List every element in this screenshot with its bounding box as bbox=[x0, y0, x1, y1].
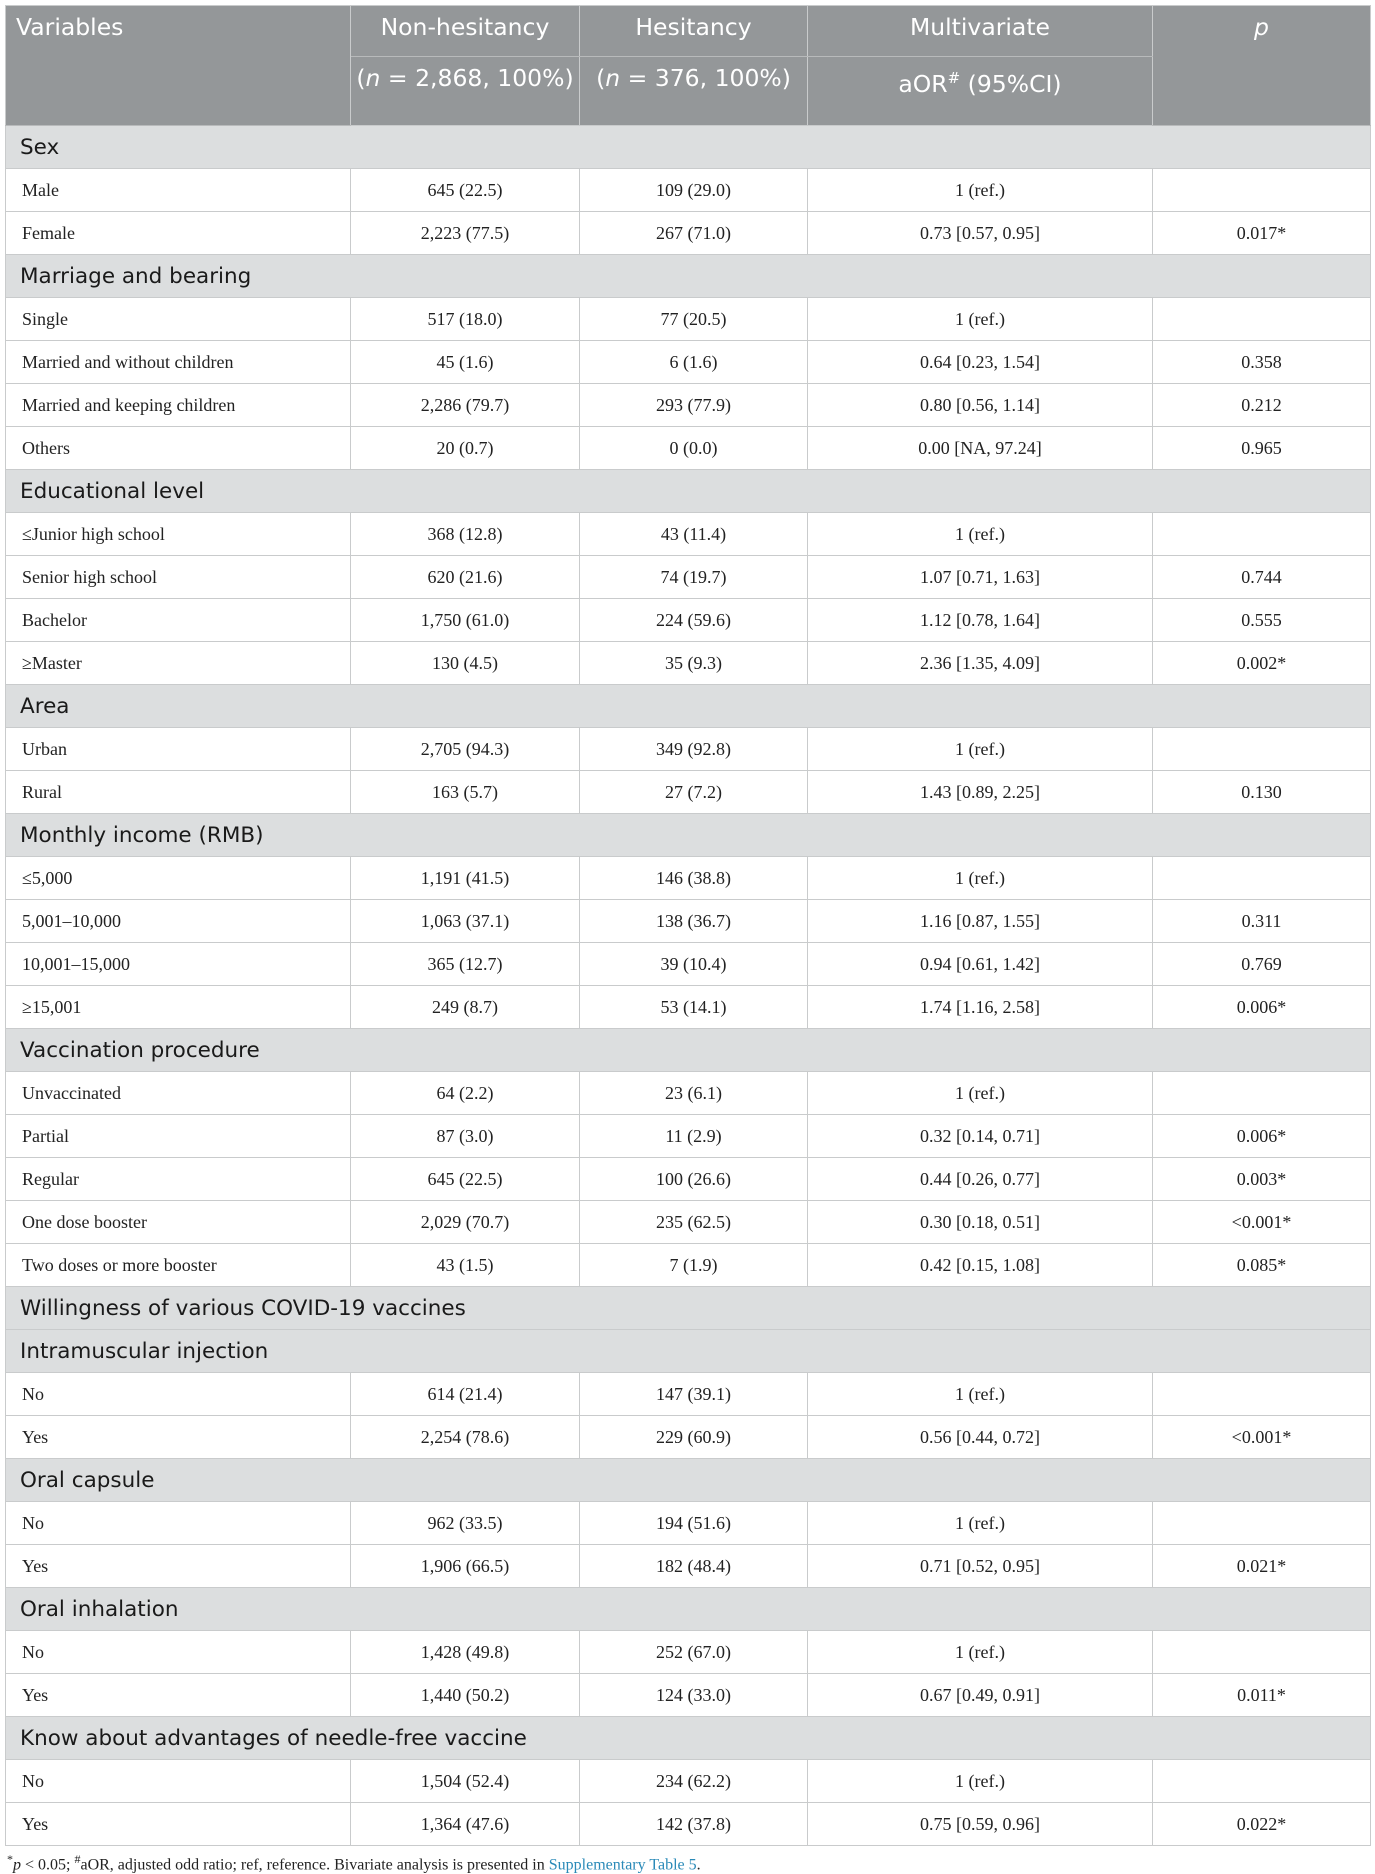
hesitancy-cell: 142 (37.8) bbox=[580, 1803, 808, 1846]
section-row bbox=[6, 1330, 1371, 1373]
table-row bbox=[6, 857, 1371, 900]
row-label: Partial bbox=[6, 1115, 351, 1158]
aor-cell: 1 (ref.) bbox=[808, 1502, 1153, 1545]
p-value-cell bbox=[1153, 1631, 1371, 1674]
aor-cell: 1 (ref.) bbox=[808, 1760, 1153, 1803]
row-label: Yes bbox=[6, 1674, 351, 1717]
p-value-cell: 0.555 bbox=[1153, 599, 1371, 642]
p-value-cell: 0.021* bbox=[1153, 1545, 1371, 1588]
table-header bbox=[6, 6, 1371, 126]
table-body bbox=[6, 126, 1371, 1846]
table-footnote: *p < 0.05; #aOR, adjusted odd ratio; ref, reference. Bivariate analysis is presented in Supplementary Table 5. bbox=[7, 1852, 701, 1874]
aor-cell: 1.43 [0.89, 2.25] bbox=[808, 771, 1153, 814]
aor-cell: 0.67 [0.49, 0.91] bbox=[808, 1674, 1153, 1717]
hesitancy-cell: 146 (38.8) bbox=[580, 857, 808, 900]
section-title: Willingness of various COVID-19 vaccines bbox=[6, 1287, 1371, 1330]
section-title: Vaccination procedure bbox=[6, 1029, 1371, 1072]
aor-cell: 1 (ref.) bbox=[808, 169, 1153, 212]
p-value-cell: 0.744 bbox=[1153, 556, 1371, 599]
table-row bbox=[6, 1674, 1371, 1717]
aor-cell: 2.36 [1.35, 4.09] bbox=[808, 642, 1153, 685]
section-row bbox=[6, 1029, 1371, 1072]
table-row bbox=[6, 900, 1371, 943]
table-row bbox=[6, 1072, 1371, 1115]
non-hesitancy-cell: 620 (21.6) bbox=[351, 556, 580, 599]
section-row bbox=[6, 470, 1371, 513]
non-hesitancy-cell: 1,191 (41.5) bbox=[351, 857, 580, 900]
table-row bbox=[6, 1115, 1371, 1158]
non-hesitancy-cell: 64 (2.2) bbox=[351, 1072, 580, 1115]
row-label: ≤Junior high school bbox=[6, 513, 351, 556]
non-hesitancy-cell: 1,440 (50.2) bbox=[351, 1674, 580, 1717]
p-value-cell: 0.769 bbox=[1153, 943, 1371, 986]
table-row bbox=[6, 1803, 1371, 1846]
header-multivariate: Multivariate bbox=[808, 6, 1153, 57]
section-row bbox=[6, 255, 1371, 298]
non-hesitancy-cell: 614 (21.4) bbox=[351, 1373, 580, 1416]
header-hesitancy-n: (n = 376, 100%) bbox=[580, 57, 808, 126]
non-hesitancy-cell: 962 (33.5) bbox=[351, 1502, 580, 1545]
non-hesitancy-cell: 20 (0.7) bbox=[351, 427, 580, 470]
row-label: One dose booster bbox=[6, 1201, 351, 1244]
non-hesitancy-cell: 2,029 (70.7) bbox=[351, 1201, 580, 1244]
section-title: Sex bbox=[6, 126, 1371, 169]
row-label: Yes bbox=[6, 1545, 351, 1588]
section-row bbox=[6, 126, 1371, 169]
non-hesitancy-cell: 45 (1.6) bbox=[351, 341, 580, 384]
aor-cell: 0.94 [0.61, 1.42] bbox=[808, 943, 1153, 986]
aor-cell: 0.64 [0.23, 1.54] bbox=[808, 341, 1153, 384]
p-value-cell: 0.130 bbox=[1153, 771, 1371, 814]
p-value-cell: 0.006* bbox=[1153, 986, 1371, 1029]
results-table bbox=[5, 5, 1371, 1846]
p-value-cell: 0.017* bbox=[1153, 212, 1371, 255]
p-value-cell bbox=[1153, 1072, 1371, 1115]
p-value-cell bbox=[1153, 169, 1371, 212]
section-title: Monthly income (RMB) bbox=[6, 814, 1371, 857]
table-row bbox=[6, 384, 1371, 427]
section-row bbox=[6, 1717, 1371, 1760]
row-label: Female bbox=[6, 212, 351, 255]
section-row bbox=[6, 1459, 1371, 1502]
row-label: No bbox=[6, 1760, 351, 1803]
hesitancy-cell: 39 (10.4) bbox=[580, 943, 808, 986]
aor-cell: 0.32 [0.14, 0.71] bbox=[808, 1115, 1153, 1158]
table-row bbox=[6, 728, 1371, 771]
section-title: Oral inhalation bbox=[6, 1588, 1371, 1631]
p-value-cell: 0.011* bbox=[1153, 1674, 1371, 1717]
aor-cell: 1.74 [1.16, 2.58] bbox=[808, 986, 1153, 1029]
non-hesitancy-cell: 2,254 (78.6) bbox=[351, 1416, 580, 1459]
section-title: Oral capsule bbox=[6, 1459, 1371, 1502]
hesitancy-cell: 53 (14.1) bbox=[580, 986, 808, 1029]
p-value-cell: 0.085* bbox=[1153, 1244, 1371, 1287]
hesitancy-cell: 23 (6.1) bbox=[580, 1072, 808, 1115]
header-hesitancy: Hesitancy bbox=[580, 6, 808, 57]
hesitancy-cell: 267 (71.0) bbox=[580, 212, 808, 255]
row-label: Regular bbox=[6, 1158, 351, 1201]
non-hesitancy-cell: 1,428 (49.8) bbox=[351, 1631, 580, 1674]
table-row bbox=[6, 1760, 1371, 1803]
non-hesitancy-cell: 249 (8.7) bbox=[351, 986, 580, 1029]
hesitancy-cell: 100 (26.6) bbox=[580, 1158, 808, 1201]
hesitancy-cell: 182 (48.4) bbox=[580, 1545, 808, 1588]
header-variables: Variables bbox=[6, 6, 351, 126]
p-value-cell bbox=[1153, 857, 1371, 900]
row-label: Bachelor bbox=[6, 599, 351, 642]
supplementary-table-link[interactable]: Supplementary Table 5 bbox=[548, 1856, 697, 1874]
section-row bbox=[6, 814, 1371, 857]
aor-cell: 1.07 [0.71, 1.63] bbox=[808, 556, 1153, 599]
non-hesitancy-cell: 2,223 (77.5) bbox=[351, 212, 580, 255]
table-figure bbox=[5, 5, 1370, 1874]
row-label: Others bbox=[6, 427, 351, 470]
row-label: Yes bbox=[6, 1416, 351, 1459]
table-row bbox=[6, 169, 1371, 212]
hesitancy-cell: 0 (0.0) bbox=[580, 427, 808, 470]
p-value-cell: 0.006* bbox=[1153, 1115, 1371, 1158]
hesitancy-cell: 109 (29.0) bbox=[580, 169, 808, 212]
table-row bbox=[6, 341, 1371, 384]
p-value-cell: 0.003* bbox=[1153, 1158, 1371, 1201]
p-value-cell bbox=[1153, 513, 1371, 556]
hesitancy-cell: 224 (59.6) bbox=[580, 599, 808, 642]
table-row bbox=[6, 513, 1371, 556]
aor-cell: 1 (ref.) bbox=[808, 1631, 1153, 1674]
hesitancy-cell: 229 (60.9) bbox=[580, 1416, 808, 1459]
section-title: Intramuscular injection bbox=[6, 1330, 1371, 1373]
section-title: Know about advantages of needle-free vaccine bbox=[6, 1717, 1371, 1760]
hesitancy-cell: 27 (7.2) bbox=[580, 771, 808, 814]
aor-cell: 0.42 [0.15, 1.08] bbox=[808, 1244, 1153, 1287]
section-title: Marriage and bearing bbox=[6, 255, 1371, 298]
table-row bbox=[6, 943, 1371, 986]
p-value-cell bbox=[1153, 1760, 1371, 1803]
row-label: Rural bbox=[6, 771, 351, 814]
aor-cell: 1 (ref.) bbox=[808, 1072, 1153, 1115]
hesitancy-cell: 138 (36.7) bbox=[580, 900, 808, 943]
p-value-cell: 0.965 bbox=[1153, 427, 1371, 470]
row-label: No bbox=[6, 1502, 351, 1545]
aor-cell: 0.75 [0.59, 0.96] bbox=[808, 1803, 1153, 1846]
non-hesitancy-cell: 365 (12.7) bbox=[351, 943, 580, 986]
row-label: Male bbox=[6, 169, 351, 212]
aor-cell: 0.56 [0.44, 0.72] bbox=[808, 1416, 1153, 1459]
hesitancy-cell: 235 (62.5) bbox=[580, 1201, 808, 1244]
p-value-cell bbox=[1153, 1502, 1371, 1545]
p-value-cell: 0.212 bbox=[1153, 384, 1371, 427]
row-label: No bbox=[6, 1373, 351, 1416]
table-row bbox=[6, 212, 1371, 255]
p-value-cell: 0.002* bbox=[1153, 642, 1371, 685]
hesitancy-cell: 293 (77.9) bbox=[580, 384, 808, 427]
table-row bbox=[6, 1244, 1371, 1287]
section-title: Area bbox=[6, 685, 1371, 728]
non-hesitancy-cell: 43 (1.5) bbox=[351, 1244, 580, 1287]
non-hesitancy-cell: 517 (18.0) bbox=[351, 298, 580, 341]
row-label: Married and keeping children bbox=[6, 384, 351, 427]
p-value-cell bbox=[1153, 728, 1371, 771]
aor-cell: 0.30 [0.18, 0.51] bbox=[808, 1201, 1153, 1244]
table-row bbox=[6, 986, 1371, 1029]
row-label: 10,001–15,000 bbox=[6, 943, 351, 986]
hesitancy-cell: 349 (92.8) bbox=[580, 728, 808, 771]
table-row bbox=[6, 1373, 1371, 1416]
section-title: Educational level bbox=[6, 470, 1371, 513]
section-row bbox=[6, 1287, 1371, 1330]
aor-cell: 1.12 [0.78, 1.64] bbox=[808, 599, 1153, 642]
non-hesitancy-cell: 87 (3.0) bbox=[351, 1115, 580, 1158]
table-row bbox=[6, 1545, 1371, 1588]
p-value-cell: <0.001* bbox=[1153, 1201, 1371, 1244]
row-label: ≥15,001 bbox=[6, 986, 351, 1029]
aor-cell: 1 (ref.) bbox=[808, 1373, 1153, 1416]
section-row bbox=[6, 1588, 1371, 1631]
aor-cell: 0.44 [0.26, 0.77] bbox=[808, 1158, 1153, 1201]
non-hesitancy-cell: 130 (4.5) bbox=[351, 642, 580, 685]
header-aor-ci: aOR# (95%CI) bbox=[808, 57, 1153, 126]
table-row bbox=[6, 1158, 1371, 1201]
aor-cell: 0.71 [0.52, 0.95] bbox=[808, 1545, 1153, 1588]
table-row bbox=[6, 1201, 1371, 1244]
hesitancy-cell: 194 (51.6) bbox=[580, 1502, 808, 1545]
table-row bbox=[6, 298, 1371, 341]
p-value-cell bbox=[1153, 1373, 1371, 1416]
header-non-hesitancy-n: (n = 2,868, 100%) bbox=[351, 57, 580, 126]
p-value-cell: 0.022* bbox=[1153, 1803, 1371, 1846]
table-row bbox=[6, 1631, 1371, 1674]
row-label: Married and without children bbox=[6, 341, 351, 384]
aor-cell: 0.00 [NA, 97.24] bbox=[808, 427, 1153, 470]
row-label: Senior high school bbox=[6, 556, 351, 599]
row-label: No bbox=[6, 1631, 351, 1674]
row-label: ≤5,000 bbox=[6, 857, 351, 900]
hesitancy-cell: 252 (67.0) bbox=[580, 1631, 808, 1674]
hesitancy-cell: 77 (20.5) bbox=[580, 298, 808, 341]
aor-cell: 1 (ref.) bbox=[808, 298, 1153, 341]
aor-cell: 1.16 [0.87, 1.55] bbox=[808, 900, 1153, 943]
hesitancy-cell: 6 (1.6) bbox=[580, 341, 808, 384]
hesitancy-cell: 11 (2.9) bbox=[580, 1115, 808, 1158]
table-row bbox=[6, 642, 1371, 685]
header-non-hesitancy: Non-hesitancy bbox=[351, 6, 580, 57]
hesitancy-cell: 234 (62.2) bbox=[580, 1760, 808, 1803]
hesitancy-cell: 74 (19.7) bbox=[580, 556, 808, 599]
hesitancy-cell: 7 (1.9) bbox=[580, 1244, 808, 1287]
aor-cell: 0.80 [0.56, 1.14] bbox=[808, 384, 1153, 427]
non-hesitancy-cell: 1,063 (37.1) bbox=[351, 900, 580, 943]
aor-cell: 1 (ref.) bbox=[808, 513, 1153, 556]
hesitancy-cell: 43 (11.4) bbox=[580, 513, 808, 556]
row-label: Yes bbox=[6, 1803, 351, 1846]
p-value-cell bbox=[1153, 298, 1371, 341]
non-hesitancy-cell: 2,286 (79.7) bbox=[351, 384, 580, 427]
non-hesitancy-cell: 2,705 (94.3) bbox=[351, 728, 580, 771]
p-value-cell: 0.311 bbox=[1153, 900, 1371, 943]
table-row bbox=[6, 1502, 1371, 1545]
non-hesitancy-cell: 645 (22.5) bbox=[351, 169, 580, 212]
row-label: Urban bbox=[6, 728, 351, 771]
non-hesitancy-cell: 368 (12.8) bbox=[351, 513, 580, 556]
header-p: p bbox=[1153, 6, 1371, 126]
non-hesitancy-cell: 1,504 (52.4) bbox=[351, 1760, 580, 1803]
non-hesitancy-cell: 1,364 (47.6) bbox=[351, 1803, 580, 1846]
row-label: Single bbox=[6, 298, 351, 341]
hesitancy-cell: 35 (9.3) bbox=[580, 642, 808, 685]
hesitancy-cell: 124 (33.0) bbox=[580, 1674, 808, 1717]
row-label: Unvaccinated bbox=[6, 1072, 351, 1115]
non-hesitancy-cell: 1,906 (66.5) bbox=[351, 1545, 580, 1588]
row-label: Two doses or more booster bbox=[6, 1244, 351, 1287]
p-value-cell: 0.358 bbox=[1153, 341, 1371, 384]
aor-cell: 1 (ref.) bbox=[808, 857, 1153, 900]
non-hesitancy-cell: 1,750 (61.0) bbox=[351, 599, 580, 642]
table-row bbox=[6, 599, 1371, 642]
row-label: ≥Master bbox=[6, 642, 351, 685]
table-row bbox=[6, 1416, 1371, 1459]
section-row bbox=[6, 685, 1371, 728]
aor-cell: 1 (ref.) bbox=[808, 728, 1153, 771]
non-hesitancy-cell: 163 (5.7) bbox=[351, 771, 580, 814]
table-row bbox=[6, 556, 1371, 599]
row-label: 5,001–10,000 bbox=[6, 900, 351, 943]
table-row bbox=[6, 427, 1371, 470]
non-hesitancy-cell: 645 (22.5) bbox=[351, 1158, 580, 1201]
hesitancy-cell: 147 (39.1) bbox=[580, 1373, 808, 1416]
aor-cell: 0.73 [0.57, 0.95] bbox=[808, 212, 1153, 255]
p-value-cell: <0.001* bbox=[1153, 1416, 1371, 1459]
table-row bbox=[6, 771, 1371, 814]
